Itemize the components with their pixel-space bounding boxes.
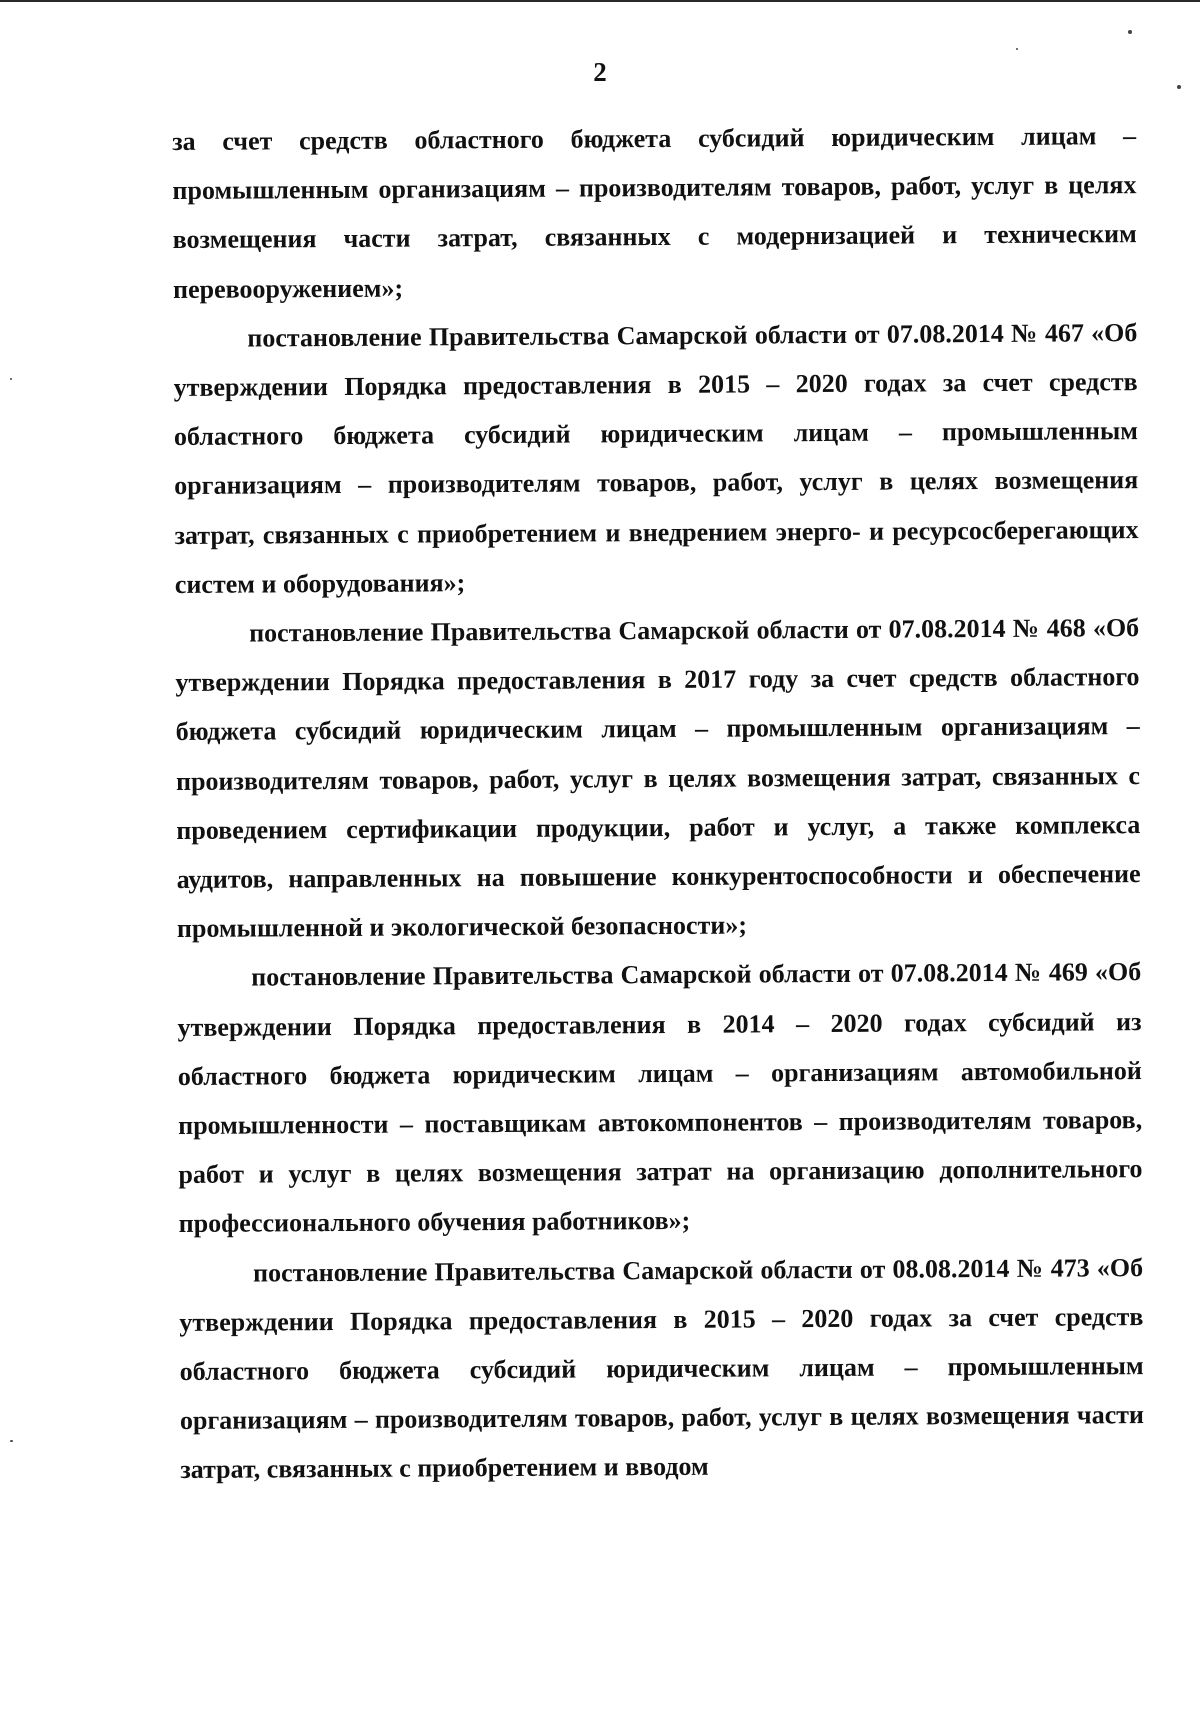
scan-speck (1128, 30, 1132, 34)
paragraph-continuation: за счет средств областного бюджета субсидий юридическим лицам – промышленным организациям – производителям товаров, работ, услуг в целях возмещения части затрат, связанных с модернизацией и техническим перевооружением»; (172, 121, 1137, 304)
paragraph-resolution-468: постановление Правительства Самарской области от 07.08.2014 № 468 «Об утверждении Порядка предоставления в 2017 году за счет средств областного бюджета субсидий юридическим лицам – промышленным организациям – производителям товаров, работ, услуг в целях возмещения затрат, связанных с проведением сертификации продукции, работ и услуг, а также комплекса аудитов, направленных на повышение конкурентоспособности и обеспечение промышленной и экологической безопасности»; (175, 613, 1141, 944)
paragraph-resolution-467: постановление Правительства Самарской области от 07.08.2014 № 467 «Об утверждении Порядка предоставления в 2015 – 2020 годах за счет средств областного бюджета субсидий юридическим лицам – промышленным организациям – производителям товаров, работ, услуг в целях возмещения затрат, связанных с приобретением и внедрением энерго- и ресурсосберегающих систем и оборудования»; (173, 317, 1139, 599)
paragraph-resolution-473: постановление Правительства Самарской области от 08.08.2014 № 473 «Об утверждении Порядка предоставления в 2015 – 2020 годах за счет средств областного бюджета субсидий юридическим лицам – промышленным организациям – производителям товаров, работ, услуг в целях возмещения части затрат, связанных с приобретением и вводом (179, 1252, 1145, 1485)
page-top-edge (0, 0, 1200, 2)
page-number: 2 (593, 57, 607, 87)
scan-speck (10, 1440, 13, 1442)
scan-speck (1016, 48, 1018, 50)
paragraph-resolution-469: постановление Правительства Самарской области от 07.08.2014 № 469 «Об утверждении Порядка предоставления в 2014 – 2020 годах субсидий из областного бюджета юридическим лицам – организациям автомобильной промышленности – поставщикам автокомпонентов – производителям товаров, работ и услуг в целях возмещения затрат на организацию дополнительного профессионального обучения работников»; (177, 957, 1143, 1239)
scan-speck (10, 378, 12, 380)
document-body (172, 111, 1144, 1495)
scan-speck (1177, 85, 1181, 89)
